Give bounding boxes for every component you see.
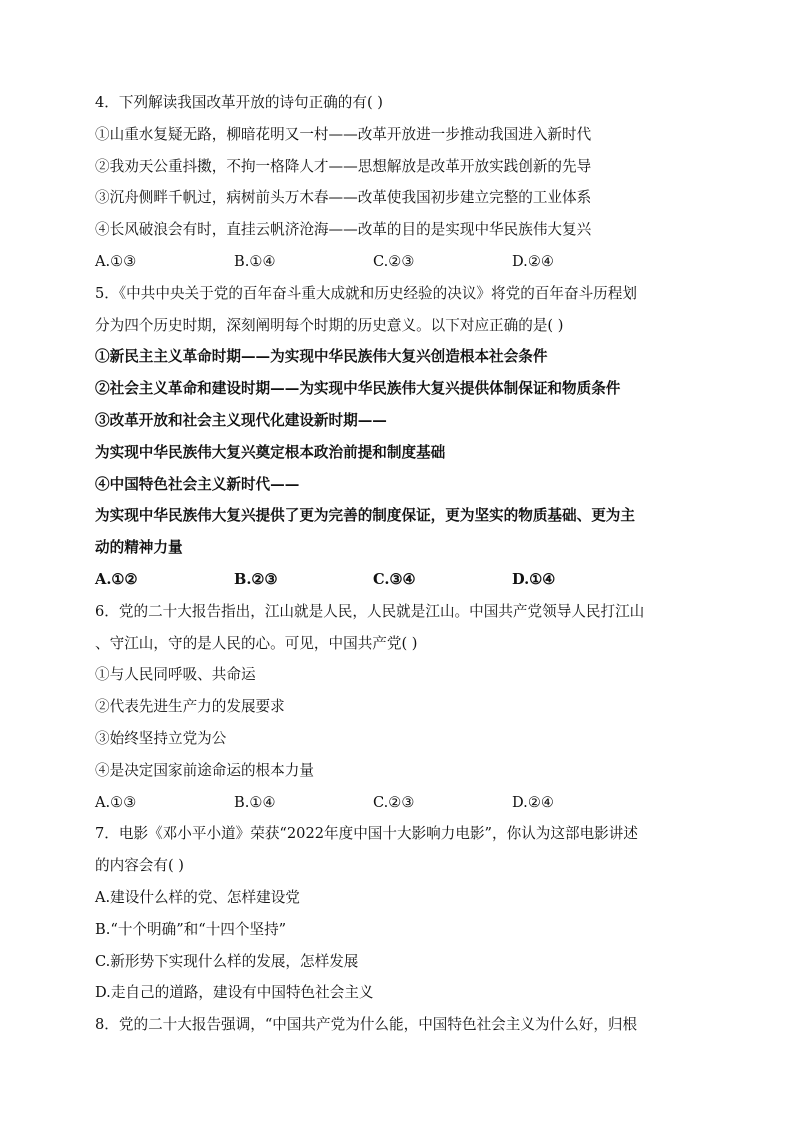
statement-3: ③改革开放和社会主义现代化建设新时期—— — [95, 411, 387, 429]
question-5 — [95, 284, 705, 590]
question-6 — [95, 602, 705, 813]
option-c[interactable]: C.新形势下实现什么样的发展，怎样发展 — [95, 952, 359, 970]
statement-4: ④长风破浪会有时，直挂云帆济沧海——改革的目的是实现中华民族伟大复兴 — [95, 221, 592, 239]
option-d[interactable]: D.②④ — [512, 793, 554, 811]
option-a[interactable]: A.①③ — [95, 252, 137, 270]
option-d[interactable]: D.①④ — [512, 570, 556, 588]
option-d[interactable]: D.走自己的道路，建设有中国特色社会主义 — [95, 984, 374, 1002]
question-4 — [95, 93, 705, 272]
question-stem-line-2: 的内容会有( ) — [95, 857, 184, 875]
option-b[interactable]: B.②③ — [234, 570, 278, 588]
statement-1: ①新民主主义革命时期——为实现中华民族伟大复兴创造根本社会条件 — [95, 348, 548, 366]
option-b[interactable]: B.①④ — [234, 252, 276, 270]
statement-2: ②我劝天公重抖擞，不拘一格降人才——思想解放是改革开放实践创新的先导 — [95, 157, 592, 175]
question-stem-line-1: 7．电影《邓小平小道》荣获“2022年度中国十大影响力电影”，你认为这部电影讲述 — [95, 825, 638, 843]
question-stem: 4．下列解读我国改革开放的诗句正确的有( ) — [95, 94, 384, 111]
statement-2: ②代表先进生产力的发展要求 — [95, 698, 285, 716]
option-a[interactable]: A.①② — [95, 570, 138, 588]
option-a[interactable]: A.①③ — [95, 793, 137, 811]
option-b[interactable]: B.①④ — [234, 793, 276, 811]
answer-options — [95, 252, 705, 272]
question-stem-line-1: 5．《中共中央关于党的百年奋斗重大成就和历史经验的决议》将党的百年奋斗历程划 — [95, 284, 637, 302]
statement-4-continued-2: 动的精神力量 — [95, 539, 183, 557]
statement-3: ③始终坚持立党为公 — [95, 729, 227, 747]
option-b[interactable]: B.“十个明确”和“十四个坚持” — [95, 920, 287, 938]
statement-4: ④是决定国家前途命运的根本力量 — [95, 761, 314, 779]
statement-1: ①与人民同呼吸、共命运 — [95, 666, 256, 684]
exam-page — [95, 93, 705, 1047]
statement-4-continued: 为实现中华民族伟大复兴提供了更为完善的制度保证，更为坚实的物质基础、更为主 — [95, 507, 635, 525]
question-8 — [95, 1015, 705, 1035]
answer-options — [95, 793, 705, 813]
option-c[interactable]: C.③④ — [373, 570, 416, 588]
question-7 — [95, 824, 705, 1003]
question-stem-line-2: 分为四个历史时期，深刻阐明每个时期的历史意义。以下对应正确的是( ) — [95, 316, 564, 334]
statement-1: ①山重水复疑无路，柳暗花明又一村——改革开放进一步推动我国进入新时代 — [95, 125, 592, 143]
statement-2: ②社会主义革命和建设时期——为实现中华民族伟大复兴提供体制保证和物质条件 — [95, 380, 621, 398]
option-c[interactable]: C.②③ — [373, 252, 415, 270]
question-stem-line-1: 8．党的二十大报告强调，“中国共产党为什么能，中国特色社会主义为什么好，归根 — [95, 1016, 638, 1034]
statement-4: ④中国特色社会主义新时代—— — [95, 475, 300, 493]
answer-options — [95, 570, 705, 590]
option-d[interactable]: D.②④ — [512, 252, 554, 270]
option-a[interactable]: A.建设什么样的党、怎样建设党 — [95, 888, 300, 906]
statement-3-continued: 为实现中华民族伟大复兴奠定根本政治前提和制度基础 — [95, 443, 446, 461]
question-stem-line-1: 6．党的二十大报告指出，江山就是人民，人民就是江山。中国共产党领导人民打江山 — [95, 602, 645, 620]
question-stem-line-2: 、守江山，守的是人民的心。可见，中国共产党( ) — [95, 634, 418, 652]
option-c[interactable]: C.②③ — [373, 793, 415, 811]
statement-3: ③沉舟侧畔千帆过，病树前头万木春——改革使我国初步建立完整的工业体系 — [95, 189, 592, 207]
